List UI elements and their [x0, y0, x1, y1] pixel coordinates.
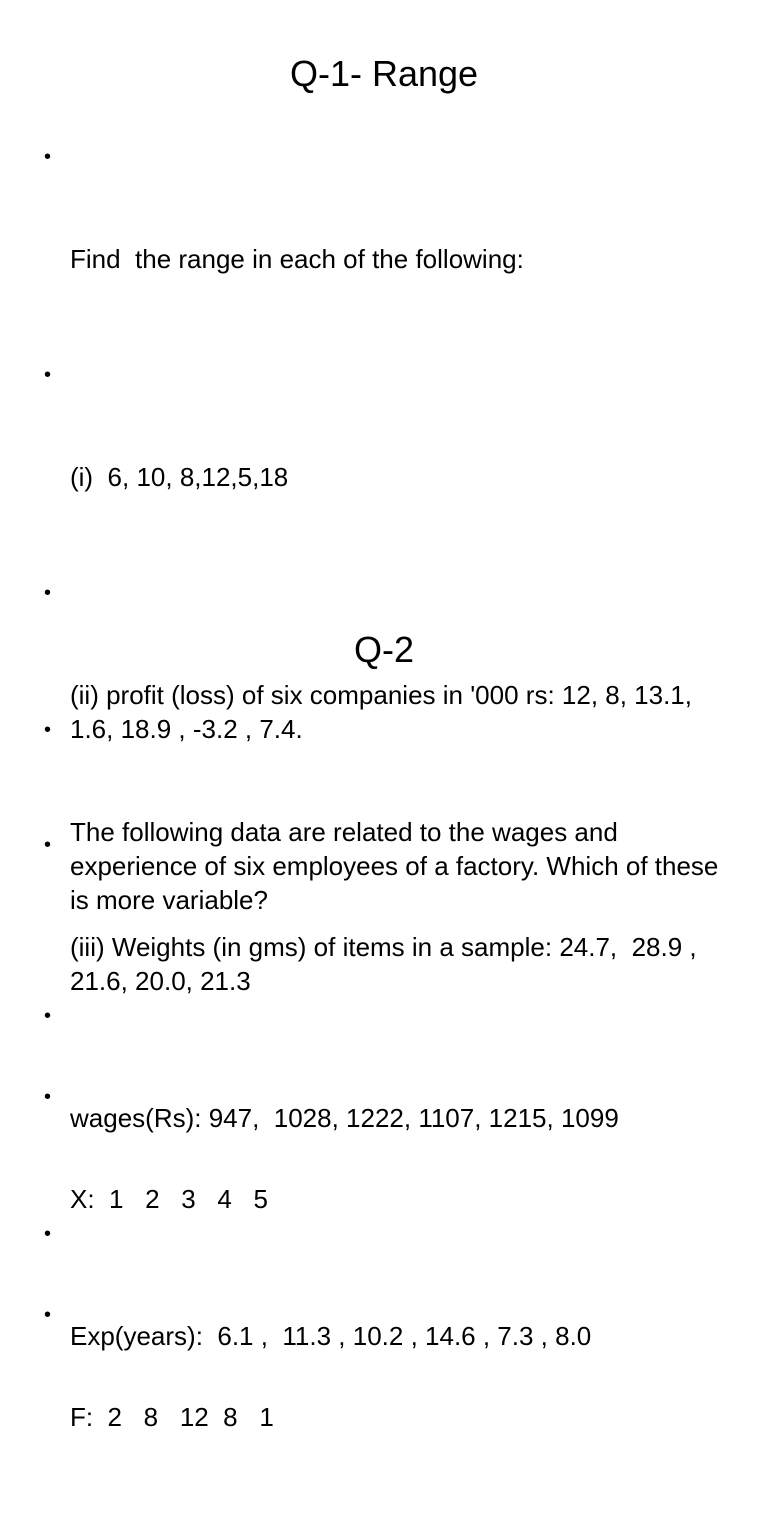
bullet-icon: •	[44, 1086, 52, 1108]
bullet-text: X: 1 2 3 4 5	[70, 1184, 268, 1214]
bullet-text: Find the range in each of the following:	[70, 244, 524, 274]
bullet-text: wages(Rs): 947, 1028, 1222, 1107, 1215, 1099	[70, 1103, 619, 1133]
bullet-icon: •	[44, 1223, 52, 1245]
bullet-icon: •	[44, 364, 52, 386]
bullet-icon: •	[44, 719, 52, 741]
bullet-text: (ii) profit (loss) of six companies in '000 rs: 12, 8, 13.1, 1.6, 18.9 , -3.2 , 7.4.	[70, 680, 700, 744]
slide-title: Q-1- Range	[289, 53, 479, 94]
bullet-text: (i) 6, 10, 8,12,5,18	[70, 462, 289, 492]
bullet-text: Exp(years): 6.1 , 11.3 , 10.2 , 14.6 , 7.3 , 8.0	[70, 1321, 592, 1351]
bullet-icon: •	[44, 1304, 52, 1326]
bullet-text: The following data are related to the wages and experience of six employees of a factory. Which of these is more variable?	[70, 817, 726, 915]
bullet-list	[44, 713, 734, 1435]
bullet-item	[44, 713, 734, 985]
bullet-icon: •	[44, 834, 52, 856]
bullet-icon: •	[44, 146, 52, 168]
bullet-text: (iii) Weights (in gms) of items in a sample: 24.7, 28.9 , 21.6, 20.0, 21.3	[70, 932, 704, 996]
bullet-icon: •	[44, 582, 52, 604]
bullet-item	[44, 358, 734, 562]
bullet-text: F: 2 8 12 8 1	[70, 1402, 274, 1432]
slide-title: Q-2	[353, 629, 414, 670]
bullet-item	[44, 1217, 734, 1421]
bullet-item	[44, 140, 734, 344]
bullet-item	[44, 999, 734, 1203]
bullet-icon: •	[44, 1005, 52, 1027]
